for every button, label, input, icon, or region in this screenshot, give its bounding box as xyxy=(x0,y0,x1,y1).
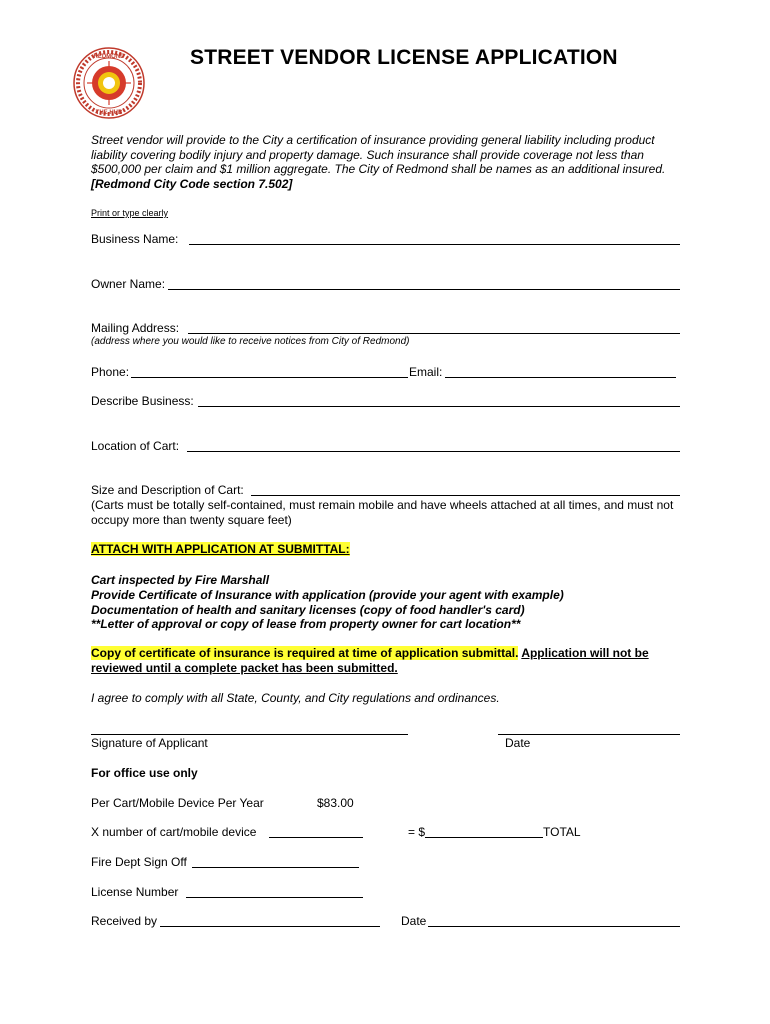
agreement-statement: I agree to comply with all State, County, and City regulations and ordinances. xyxy=(91,691,500,705)
fire-dept-label: Fire Dept Sign Off xyxy=(91,855,187,869)
attach-heading: ATTACH WITH APPLICATION AT SUBMITTAL: xyxy=(91,542,350,556)
describe-business-field[interactable] xyxy=(198,406,680,407)
email-label: Email: xyxy=(409,365,443,379)
print-note: Print or type clearly xyxy=(91,208,169,218)
per-cart-label: Per Cart/Mobile Device Per Year xyxy=(91,796,264,810)
received-by-label: Received by xyxy=(91,914,158,928)
size-description-label: Size and Description of Cart: xyxy=(91,483,244,497)
list-item: Cart inspected by Fire Marshall xyxy=(91,573,270,587)
license-number-label: License Number xyxy=(91,885,179,899)
equals-label: = $ xyxy=(408,825,426,839)
total-amount-field[interactable] xyxy=(425,837,543,838)
copy-required-text: Copy of certificate of insurance is required at time of application submittal. xyxy=(91,646,519,660)
list-item: **Letter of approval or copy of lease from property owner for cart location** xyxy=(91,617,521,632)
fire-dept-field[interactable] xyxy=(192,867,359,868)
total-label: TOTAL xyxy=(543,825,581,839)
mailing-address-note: (address where you would like to receive notices from City of Redmond) xyxy=(91,336,410,347)
business-name-field[interactable] xyxy=(189,244,680,245)
attach-list xyxy=(91,573,564,632)
page-title: STREET VENDOR LICENSE APPLICATION xyxy=(190,46,618,69)
received-date-label: Date xyxy=(401,914,427,928)
insurance-requirement xyxy=(91,646,681,676)
received-by-field[interactable] xyxy=(160,926,380,927)
intro-text: Street vendor will provide to the City a certification of insurance providing general liability including product liability covering bodily injury and property damage. Such insurance shall provide coverage not less than $500,000 per claim and $1 million aggregate. The City of Redmond shall be names as an additional insured. xyxy=(91,133,666,177)
svg-text:REDMOND: REDMOND xyxy=(93,54,125,60)
review-note: Application will not be reviewed until a complete packet has been submitted. xyxy=(91,646,649,675)
business-name-label: Business Name: xyxy=(91,232,179,246)
email-field[interactable] xyxy=(445,377,676,378)
intro-paragraph xyxy=(91,133,681,191)
per-cart-fee: $83.00 xyxy=(317,796,354,810)
location-of-cart-label: Location of Cart: xyxy=(91,439,180,453)
office-use-heading: For office use only xyxy=(91,766,198,780)
signature-field[interactable] xyxy=(91,734,408,735)
cart-count-field[interactable] xyxy=(269,837,363,838)
location-of-cart-field[interactable] xyxy=(187,451,680,452)
svg-text:THE HUB: THE HUB xyxy=(95,110,123,116)
mailing-address-label: Mailing Address: xyxy=(91,321,180,335)
signature-label: Signature of Applicant xyxy=(91,736,208,750)
city-seal-logo xyxy=(73,47,145,119)
phone-field[interactable] xyxy=(131,377,408,378)
mailing-address-field[interactable] xyxy=(188,333,680,334)
owner-name-label: Owner Name: xyxy=(91,277,166,291)
list-item: Documentation of health and sanitary licenses (copy of food handler's card) xyxy=(91,602,525,617)
date-label: Date xyxy=(505,736,531,750)
describe-business-label: Describe Business: xyxy=(91,394,194,408)
license-number-field[interactable] xyxy=(186,897,363,898)
cart-count-label: X number of cart/mobile device xyxy=(91,825,257,839)
signature-date-field[interactable] xyxy=(498,734,680,735)
cart-requirements-note: (Carts must be totally self-contained, must remain mobile and have wheels attached at all times, and must not occupy more than twenty square feet) xyxy=(91,498,674,527)
phone-label: Phone: xyxy=(91,365,130,379)
code-reference: [Redmond City Code section 7.502] xyxy=(91,176,293,191)
received-date-field[interactable] xyxy=(428,926,680,927)
list-item: Provide Certificate of Insurance with application (provide your agent with example) xyxy=(91,587,564,602)
owner-name-field[interactable] xyxy=(168,289,680,290)
size-description-field[interactable] xyxy=(251,495,680,496)
